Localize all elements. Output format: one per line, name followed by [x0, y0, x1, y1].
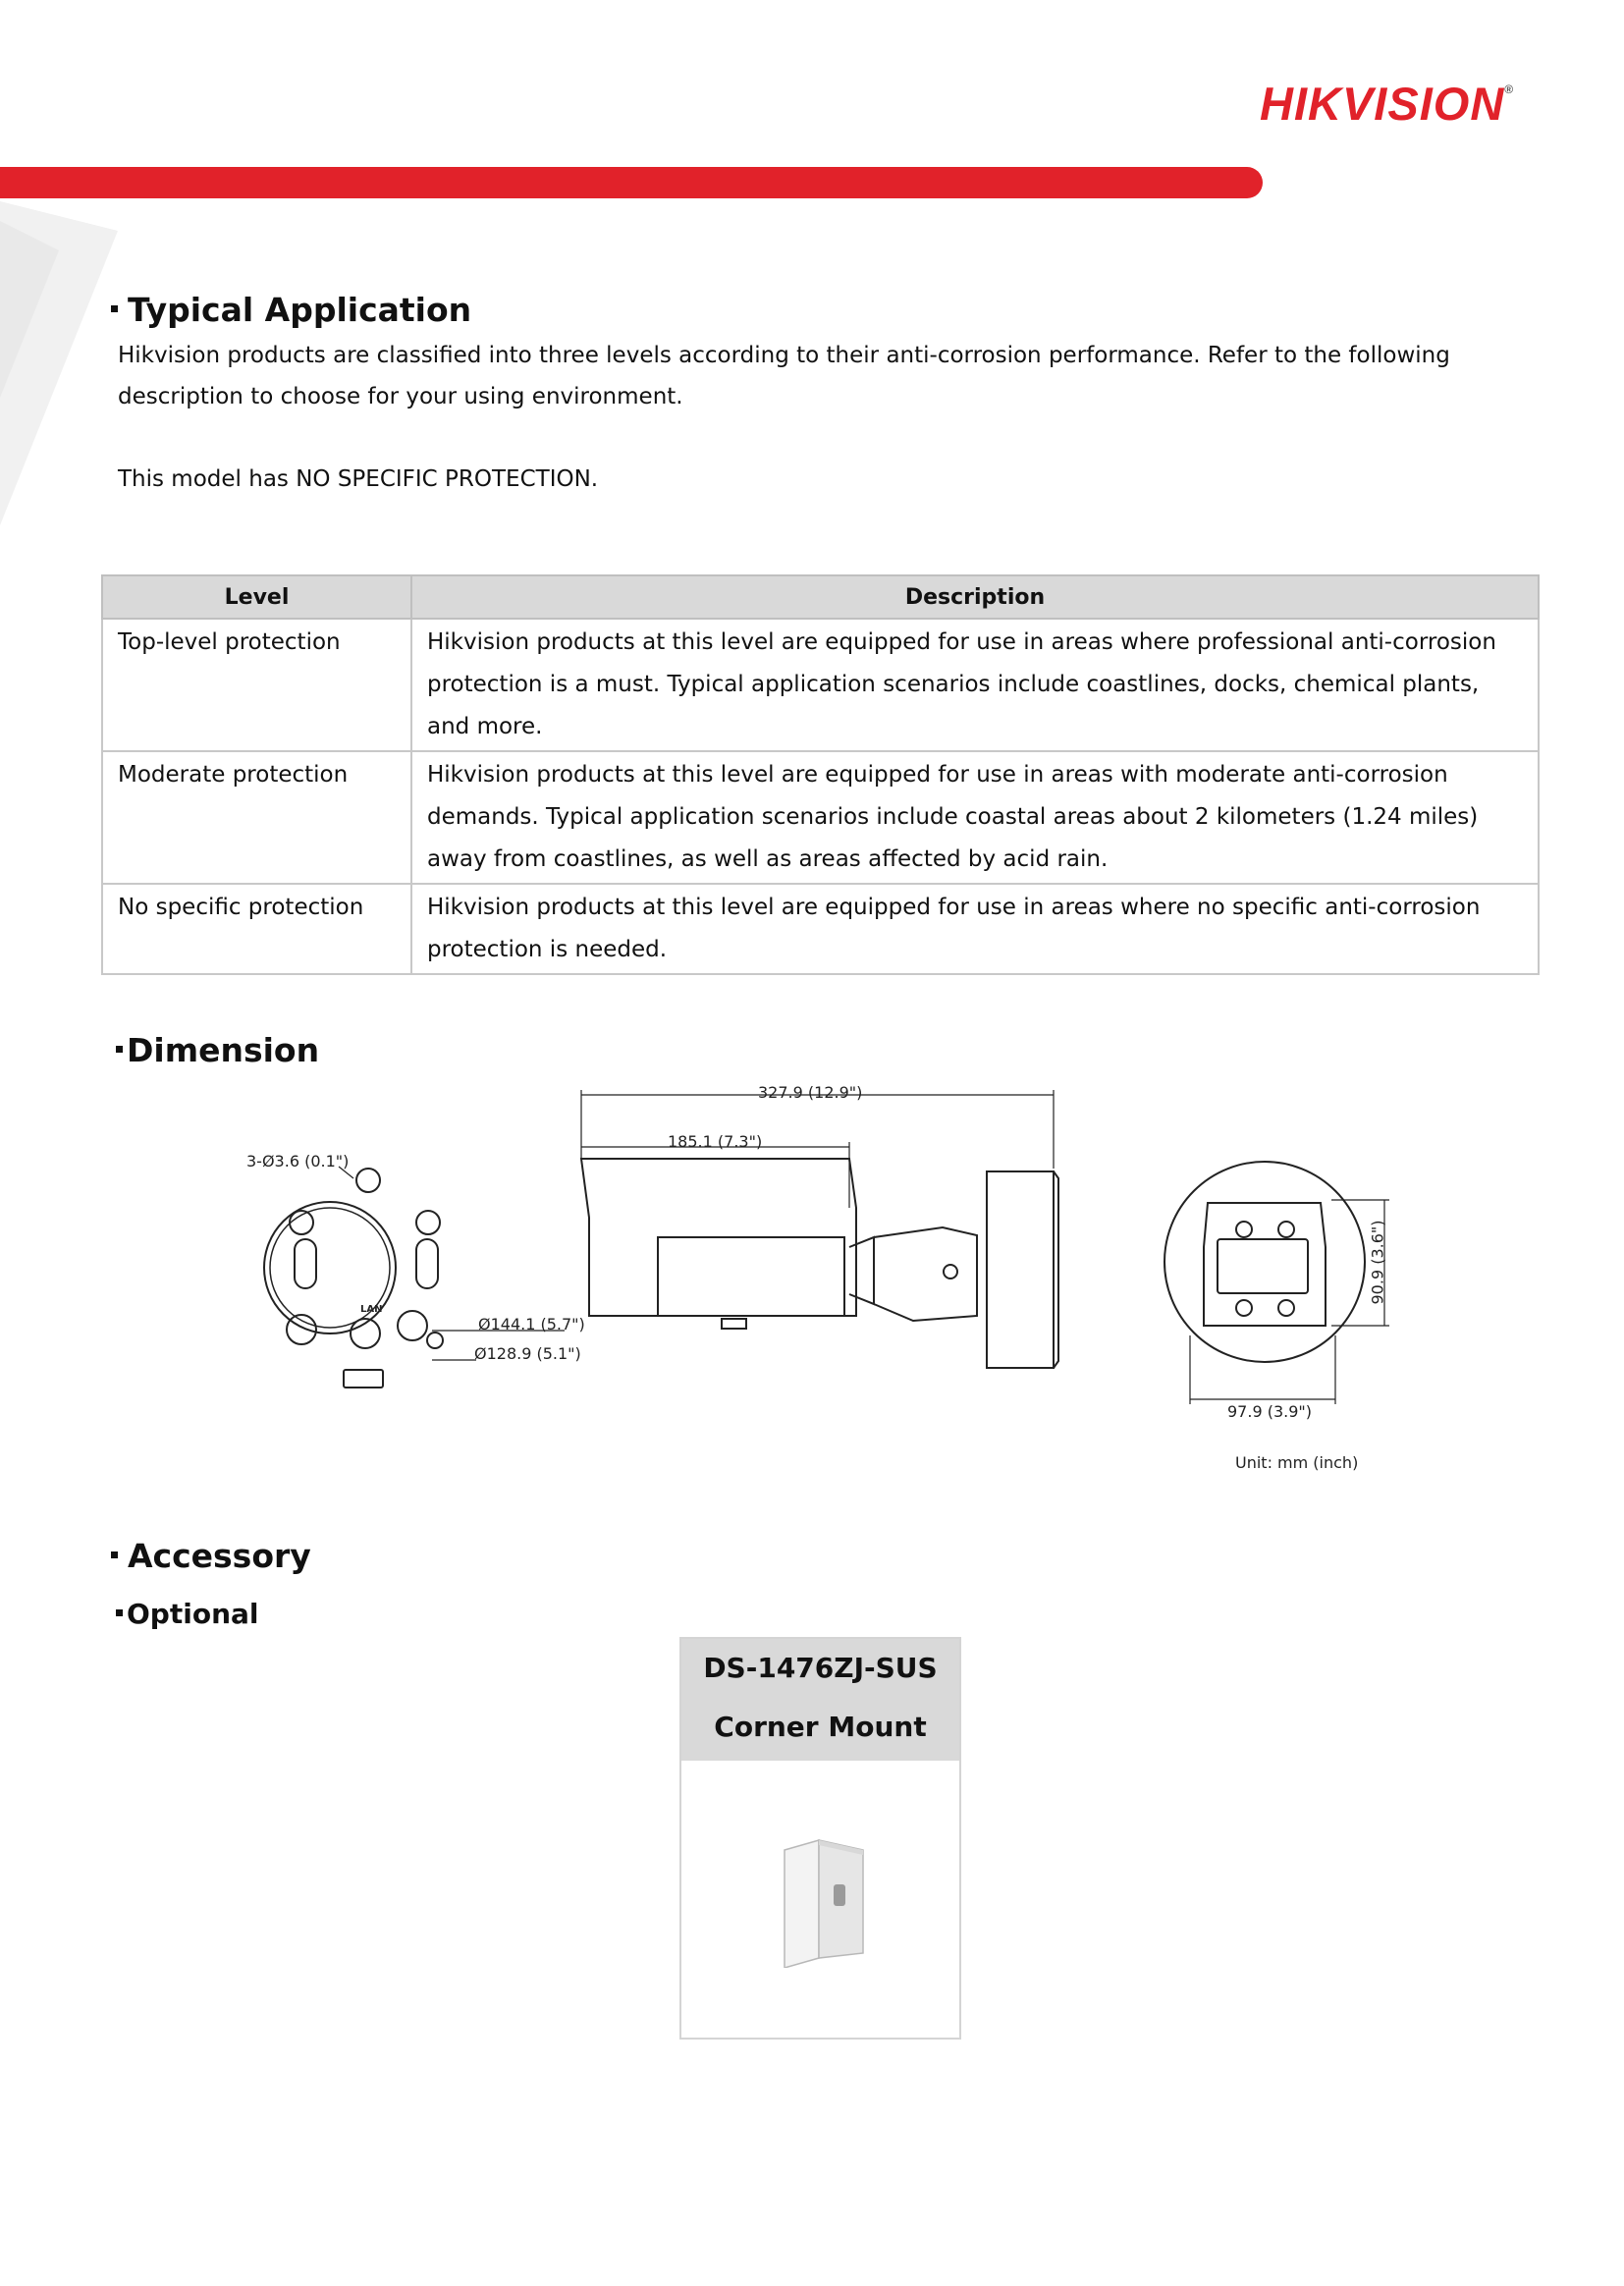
- level-cell: No specific protection: [102, 884, 411, 974]
- dimension-heading: Dimension: [116, 1031, 319, 1069]
- description-cell: Hikvision products at this level are equipped for use in areas where no specific anti-corrosion protection is needed.: [411, 884, 1539, 974]
- table-header-description: Description: [411, 575, 1539, 619]
- total-length-label: 327.9 (12.9"): [758, 1083, 863, 1102]
- accessory-name: Corner Mount: [714, 1711, 927, 1743]
- table-header-level: Level: [102, 575, 411, 619]
- header-red-bar: [0, 167, 1263, 198]
- level-cell: Top-level protection: [102, 619, 411, 751]
- accessory-heading: Accessory: [111, 1537, 311, 1575]
- table-header-row: [102, 575, 1539, 619]
- protection-levels-table: [101, 574, 1540, 975]
- brand-logo: HIKVISION®: [1260, 78, 1515, 130]
- lan-port-label: LAN: [360, 1304, 383, 1315]
- unit-label: Unit: mm (inch): [1235, 1453, 1359, 1472]
- accessory-model: DS-1476ZJ-SUS: [703, 1652, 938, 1684]
- description-cell: Hikvision products at this level are equipped for use in areas with moderate anti-corrosion demands. Typical application scenarios include coastal areas about 2 kilometers (1.24 miles) away from coastlines, as well as areas affected by acid rain.: [411, 751, 1539, 884]
- table-row: [102, 884, 1539, 974]
- decorative-watermark-shape: [0, 201, 128, 525]
- description-cell: Hikvision products at this level are equipped for use in areas where professional anti-corrosion protection is a must. Typical application scenarios include coastlines, docks, chemical plants, and more.: [411, 619, 1539, 751]
- model-protection-note: This model has NO SPECIFIC PROTECTION.: [118, 466, 599, 492]
- outer-diameter-label: Ø144.1 (5.7"): [478, 1315, 585, 1334]
- table-row: [102, 619, 1539, 751]
- inner-diameter-label: Ø128.9 (5.1"): [474, 1344, 581, 1363]
- accessory-card-header: [681, 1639, 959, 1761]
- table-row: [102, 751, 1539, 884]
- typical-application-heading: Typical Application: [111, 291, 471, 329]
- corner-mount-image: [780, 1835, 868, 1968]
- typical-application-intro: Hikvision products are classified into three levels according to their anti-corrosion performance. Refer to the following description to choose for your using environment.: [118, 343, 1450, 409]
- optional-subheading: Optional: [116, 1598, 259, 1630]
- height-label: 90.9 (3.6"): [1368, 1220, 1387, 1305]
- mounting-holes-label: 3-Ø3.6 (0.1"): [246, 1152, 350, 1170]
- width-label: 97.9 (3.9"): [1227, 1402, 1312, 1421]
- level-cell: Moderate protection: [102, 751, 411, 884]
- accessory-card: [679, 1637, 961, 2040]
- body-length-label: 185.1 (7.3"): [668, 1132, 763, 1151]
